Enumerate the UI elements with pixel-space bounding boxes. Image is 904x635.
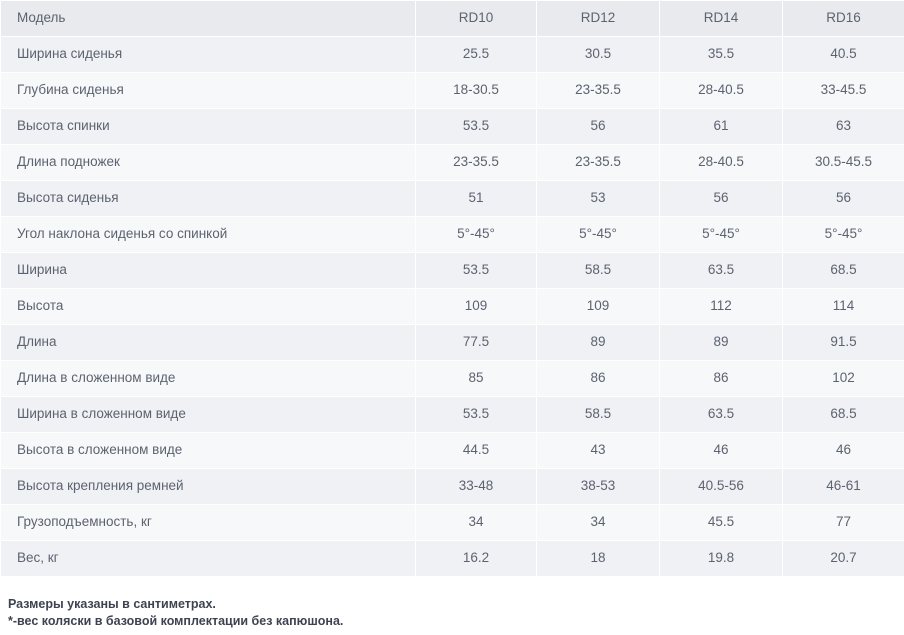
row-value: 45.5 bbox=[660, 505, 783, 541]
row-value: 91.5 bbox=[783, 325, 904, 361]
column-header-rd16: RD16 bbox=[783, 1, 904, 37]
row-value: 109 bbox=[537, 289, 660, 325]
table-row bbox=[1, 253, 904, 289]
row-value: 18 bbox=[537, 541, 660, 577]
row-value: 46-61 bbox=[783, 469, 904, 505]
row-label: Высота сиденья bbox=[1, 181, 416, 217]
table-row bbox=[1, 145, 904, 181]
row-label: Высота bbox=[1, 289, 416, 325]
row-value: 56 bbox=[783, 181, 904, 217]
row-value: 68.5 bbox=[783, 253, 904, 289]
row-value: 33-45.5 bbox=[783, 73, 904, 109]
table-head bbox=[1, 1, 904, 37]
row-value: 5°-45° bbox=[783, 217, 904, 253]
row-value: 40.5-56 bbox=[660, 469, 783, 505]
row-value: 28-40.5 bbox=[660, 145, 783, 181]
row-value: 34 bbox=[416, 505, 537, 541]
table-row bbox=[1, 541, 904, 577]
row-label: Вес, кг bbox=[1, 541, 416, 577]
row-value: 61 bbox=[660, 109, 783, 145]
row-value: 89 bbox=[660, 325, 783, 361]
row-value: 23-35.5 bbox=[537, 73, 660, 109]
row-value: 102 bbox=[783, 361, 904, 397]
table-row bbox=[1, 217, 904, 253]
row-value: 53.5 bbox=[416, 253, 537, 289]
row-value: 63.5 bbox=[660, 253, 783, 289]
row-value: 56 bbox=[660, 181, 783, 217]
row-value: 23-35.5 bbox=[416, 145, 537, 181]
notes-block bbox=[8, 596, 343, 632]
row-label: Высота крепления ремней bbox=[1, 469, 416, 505]
table-body bbox=[1, 37, 904, 577]
row-value: 25.5 bbox=[416, 37, 537, 73]
row-value: 20.7 bbox=[783, 541, 904, 577]
column-header-rd12: RD12 bbox=[537, 1, 660, 37]
table-row bbox=[1, 469, 904, 505]
row-value: 5°-45° bbox=[537, 217, 660, 253]
row-value: 33-48 bbox=[416, 469, 537, 505]
row-value: 114 bbox=[783, 289, 904, 325]
table-row bbox=[1, 181, 904, 217]
column-header-model: Модель bbox=[1, 1, 416, 37]
row-value: 44.5 bbox=[416, 433, 537, 469]
row-label: Ширина bbox=[1, 253, 416, 289]
row-value: 68.5 bbox=[783, 397, 904, 433]
table-row bbox=[1, 505, 904, 541]
row-value: 19.8 bbox=[660, 541, 783, 577]
row-value: 63.5 bbox=[660, 397, 783, 433]
table-row bbox=[1, 109, 904, 145]
row-value: 58.5 bbox=[537, 253, 660, 289]
row-label: Длина bbox=[1, 325, 416, 361]
row-value: 53 bbox=[537, 181, 660, 217]
table-row bbox=[1, 397, 904, 433]
row-value: 38-53 bbox=[537, 469, 660, 505]
row-value: 28-40.5 bbox=[660, 73, 783, 109]
row-label: Грузоподъемность, кг bbox=[1, 505, 416, 541]
row-value: 112 bbox=[660, 289, 783, 325]
row-value: 5°-45° bbox=[416, 217, 537, 253]
row-label: Ширина в сложенном виде bbox=[1, 397, 416, 433]
row-value: 51 bbox=[416, 181, 537, 217]
table-header-row bbox=[1, 1, 904, 37]
row-value: 63 bbox=[783, 109, 904, 145]
row-value: 109 bbox=[416, 289, 537, 325]
row-value: 89 bbox=[537, 325, 660, 361]
row-label: Длина в сложенном виде bbox=[1, 361, 416, 397]
row-value: 35.5 bbox=[660, 37, 783, 73]
row-value: 5°-45° bbox=[660, 217, 783, 253]
row-value: 56 bbox=[537, 109, 660, 145]
note-line-1: Размеры указаны в сантиметрах. bbox=[8, 596, 216, 611]
table-row bbox=[1, 73, 904, 109]
row-value: 18-30.5 bbox=[416, 73, 537, 109]
table-row bbox=[1, 433, 904, 469]
row-value: 43 bbox=[537, 433, 660, 469]
row-label: Ширина сиденья bbox=[1, 37, 416, 73]
row-label: Высота спинки bbox=[1, 109, 416, 145]
row-value: 86 bbox=[660, 361, 783, 397]
row-value: 77 bbox=[783, 505, 904, 541]
table-row bbox=[1, 289, 904, 325]
row-value: 46 bbox=[660, 433, 783, 469]
row-value: 16.2 bbox=[416, 541, 537, 577]
row-value: 53.5 bbox=[416, 397, 537, 433]
row-value: 23-35.5 bbox=[537, 145, 660, 181]
table-row bbox=[1, 361, 904, 397]
row-label: Длина подножек bbox=[1, 145, 416, 181]
row-value: 30.5-45.5 bbox=[783, 145, 904, 181]
row-label: Угол наклона сиденья со спинкой bbox=[1, 217, 416, 253]
table-row bbox=[1, 325, 904, 361]
row-value: 58.5 bbox=[537, 397, 660, 433]
row-value: 77.5 bbox=[416, 325, 537, 361]
column-header-rd14: RD14 bbox=[660, 1, 783, 37]
row-value: 30.5 bbox=[537, 37, 660, 73]
row-value: 46 bbox=[783, 433, 904, 469]
column-header-rd10: RD10 bbox=[416, 1, 537, 37]
row-value: 34 bbox=[537, 505, 660, 541]
table-row bbox=[1, 37, 904, 73]
note-line-2: *-вес коляски в базовой комплектации без капюшона. bbox=[8, 614, 344, 629]
row-value: 86 bbox=[537, 361, 660, 397]
row-value: 40.5 bbox=[783, 37, 904, 73]
row-value: 53.5 bbox=[416, 109, 537, 145]
row-label: Глубина сиденья bbox=[1, 73, 416, 109]
row-value: 85 bbox=[416, 361, 537, 397]
row-label: Высота в сложенном виде bbox=[1, 433, 416, 469]
